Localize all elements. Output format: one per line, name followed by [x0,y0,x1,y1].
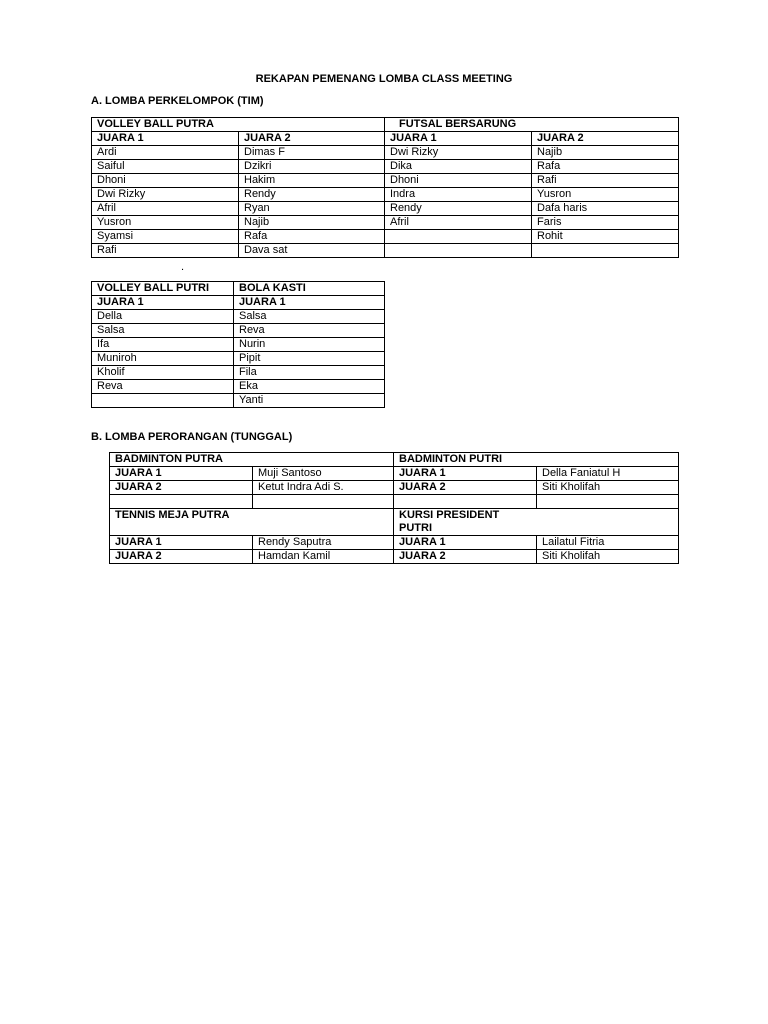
table-cell: Rafa [532,160,679,174]
table-cell: Ketut Indra Adi S. [253,481,394,495]
table-cell: Afril [92,202,239,216]
table-cell: Dava sat [239,244,385,258]
table-row [110,481,679,495]
table-cell: Fila [234,366,385,380]
table-row [92,202,679,216]
badminton-putra-title: BADMINTON PUTRA [110,453,394,467]
table-row [92,216,679,230]
table-row [92,366,385,380]
table-cell: Lailatul Fitria [537,536,679,550]
table-cell: Ryan [239,202,385,216]
empty-cell [537,495,679,509]
table-cell: Afril [385,216,532,230]
column-header: JUARA 1 [234,296,385,310]
column-header: JUARA 1 [385,132,532,146]
table-row [92,230,679,244]
section-a-heading: A. LOMBA PERKELOMPOK (TIM) [91,95,264,107]
document-title: REKAPAN PEMENANG LOMBA CLASS MEETING [255,73,513,85]
table-row [92,380,385,394]
table-row [92,394,385,408]
table-cell: Hakim [239,174,385,188]
table-cell: Ifa [92,338,234,352]
table-cell: Della Faniatul H [537,467,679,481]
table-cell: Rendy [385,202,532,216]
juara-label: JUARA 1 [110,536,253,550]
juara-label: JUARA 1 [394,467,537,481]
table-cell: Dhoni [385,174,532,188]
table-cell: Rafi [92,244,239,258]
table-cell: Yusron [92,216,239,230]
table-cell: Dimas F [239,146,385,160]
table-cell: Dwi Rizky [385,146,532,160]
table-cell: Dwi Rizky [92,188,239,202]
table-cell: Rohit [532,230,679,244]
table-row [92,244,679,258]
table-cell [385,244,532,258]
table-cell: Yanti [234,394,385,408]
table-row [110,453,679,467]
table-cell: Della [92,310,234,324]
table-row [92,146,679,160]
table-cell: Najib [239,216,385,230]
table-row [92,352,385,366]
volleyball-putri-title: VOLLEY BALL PUTRI [92,282,234,296]
table-cell: Kholif [92,366,234,380]
table-cell: Pipit [234,352,385,366]
table-cell: Reva [234,324,385,338]
volleyball-putra-title: VOLLEY BALL PUTRA [92,118,385,132]
table-cell [385,230,532,244]
table-cell: Yusron [532,188,679,202]
juara-label: JUARA 2 [394,481,537,495]
column-header: JUARA 1 [92,296,234,310]
table-cell: Indra [385,188,532,202]
futsal-title: FUTSAL BERSARUNG [385,118,679,132]
table-row [92,310,385,324]
table-cell [92,394,234,408]
table-row [92,282,385,296]
table-cell: Dzikri [239,160,385,174]
juara-label: JUARA 2 [110,481,253,495]
column-header: JUARA 2 [239,132,385,146]
table-cell: Rendy Saputra [253,536,394,550]
table-row [92,160,679,174]
table-cell: Muji Santoso [253,467,394,481]
juara-label: JUARA 1 [394,536,537,550]
table-cell: Najib [532,146,679,160]
kursi-president-putri-title [394,509,679,536]
table-header-row [92,132,679,146]
table-row [110,536,679,550]
table-cell: Muniroh [92,352,234,366]
table-cell: Hamdan Kamil [253,550,394,564]
table-cell: Rafi [532,174,679,188]
table-cell: Saiful [92,160,239,174]
table-cell: Ardi [92,146,239,160]
table-cell: Salsa [234,310,385,324]
table-cell: Dika [385,160,532,174]
table-cell: Dhoni [92,174,239,188]
table-cell: Faris [532,216,679,230]
table-row [110,467,679,481]
table-cell: Dafa haris [532,202,679,216]
table-row [92,118,679,132]
section-b-heading: B. LOMBA PERORANGAN (TUNGGAL) [91,431,293,443]
table-cell: Nurin [234,338,385,352]
table-cell: Rendy [239,188,385,202]
table-row [110,550,679,564]
table-header-row [92,296,385,310]
juara-label: JUARA 2 [394,550,537,564]
table-cell: Reva [92,380,234,394]
empty-cell [394,495,537,509]
juara-label: JUARA 2 [110,550,253,564]
table-row [110,509,679,536]
table-cell: Syamsi [92,230,239,244]
table-cell: Siti Kholifah [537,481,679,495]
empty-cell [253,495,394,509]
table-row [92,188,679,202]
stray-dot: . [181,261,185,273]
table-row [92,324,385,338]
badminton-putri-title: BADMINTON PUTRI [394,453,679,467]
column-header: JUARA 2 [532,132,679,146]
table-cell: Salsa [92,324,234,338]
kursi-president-putri-label: KURSI PRESIDENT PUTRI [399,509,500,534]
empty-cell [110,495,253,509]
tennis-meja-putra-title: TENNIS MEJA PUTRA [110,509,394,536]
table-row [92,338,385,352]
bola-kasti-title: BOLA KASTI [234,282,385,296]
table-cell: Rafa [239,230,385,244]
juara-label: JUARA 1 [110,467,253,481]
table-cell: Eka [234,380,385,394]
table-cell: Siti Kholifah [537,550,679,564]
table-row [92,174,679,188]
table-row [110,495,679,509]
column-header: JUARA 1 [92,132,239,146]
table-team-putri [91,281,385,408]
table-team-putra [91,117,679,258]
table-cell [532,244,679,258]
table-individual [109,452,679,564]
